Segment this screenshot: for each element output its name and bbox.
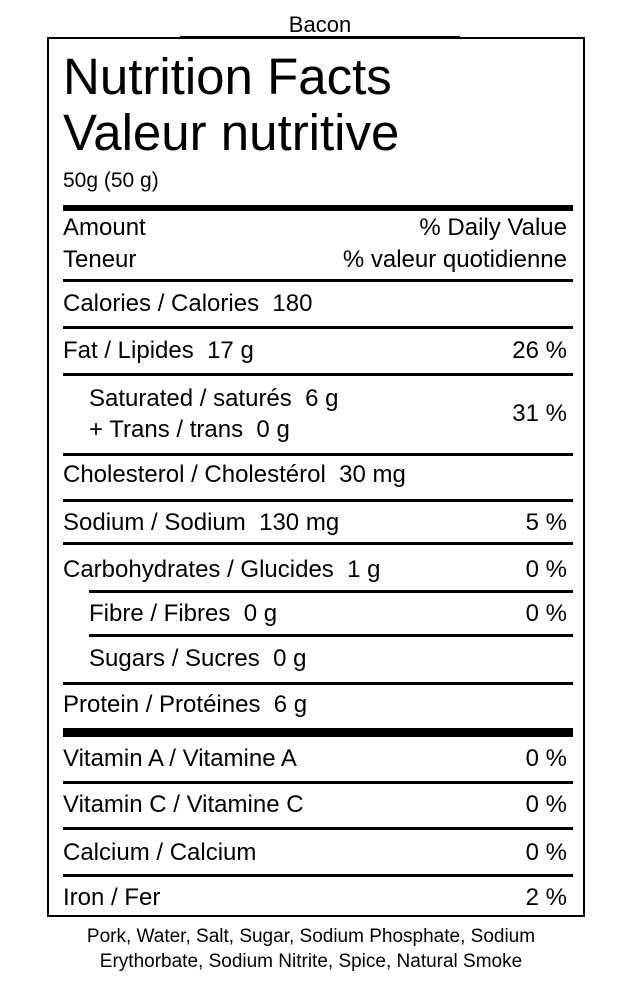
amount-header: Amount	[63, 214, 146, 241]
vitamin-c-daily-value: 0 %	[525, 791, 567, 818]
sugars-row	[89, 645, 306, 673]
fat-amount: 17 g	[207, 337, 254, 364]
fat-label: Fat / Lipides	[63, 337, 194, 364]
fibre-amount: 0 g	[243, 600, 278, 627]
sugars-amount: 0 g	[273, 645, 307, 672]
protein-row	[63, 691, 307, 719]
calcium-label: Calcium / Calcium	[63, 839, 257, 866]
valeur-quotidienne-header: % valeur quotidienne	[342, 246, 567, 273]
vitamin-a-daily-value: 0 %	[525, 745, 567, 772]
trans-amount: 0 g	[256, 416, 290, 443]
divider	[63, 781, 573, 784]
divider	[63, 453, 573, 456]
divider	[63, 499, 573, 502]
fibre-row	[89, 600, 277, 628]
title-english: Nutrition Facts	[63, 48, 392, 105]
sugars-label: Sugars / Sucres	[89, 645, 260, 672]
divider	[63, 326, 573, 329]
fat-daily-value: 26 %	[512, 337, 567, 364]
cholesterol-amount: 30 mg	[339, 461, 406, 488]
fibre-daily-value: 0 %	[525, 600, 567, 627]
ingredients-line-2: Erythorbate, Sodium Nitrite, Spice, Natural Smoke	[99, 951, 523, 972]
product-name: Bacon	[180, 10, 460, 37]
divider	[63, 874, 573, 877]
fibre-label: Fibre / Fibres	[89, 600, 231, 627]
serving-size: 50g (50 g)	[63, 169, 159, 192]
carbohydrates-amount: 1 g	[347, 556, 381, 583]
divider-indented	[89, 634, 573, 637]
ingredients-line-1: Pork, Water, Salt, Sugar, Sodium Phosphate, Sodium	[86, 926, 536, 947]
saturated-row	[89, 385, 339, 413]
sodium-daily-value: 5 %	[525, 509, 567, 536]
divider	[63, 827, 573, 830]
thick-divider-vitamins	[63, 728, 573, 737]
divider	[63, 279, 573, 282]
ingredients-list	[0, 924, 622, 974]
protein-amount: 6 g	[273, 691, 308, 718]
vitamin-c-label: Vitamin C / Vitamine C	[63, 791, 304, 818]
teneur-header: Teneur	[63, 246, 137, 273]
iron-daily-value: 2 %	[525, 884, 567, 911]
carbohydrates-label: Carbohydrates / Glucides	[63, 556, 334, 583]
trans-row	[89, 416, 290, 444]
calories-row	[63, 290, 312, 318]
calories-label: Calories / Calories	[63, 290, 260, 317]
divider	[63, 542, 573, 545]
cholesterol-label: Cholesterol / Cholestérol	[63, 461, 326, 488]
fat-row	[63, 337, 254, 365]
iron-label: Iron / Fer	[63, 884, 161, 911]
daily-value-header: % Daily Value	[419, 214, 567, 241]
sodium-label: Sodium / Sodium	[63, 509, 246, 536]
sodium-row	[63, 509, 339, 537]
thick-divider-top	[63, 205, 573, 211]
title-french: Valeur nutritive	[63, 104, 400, 161]
calcium-daily-value: 0 %	[525, 839, 567, 866]
divider	[63, 373, 573, 376]
trans-label: + Trans / trans	[89, 416, 244, 443]
divider-indented	[89, 590, 573, 593]
calories-amount: 180	[272, 290, 313, 317]
saturated-amount: 6 g	[305, 385, 339, 412]
sodium-amount: 130 mg	[259, 509, 340, 536]
divider	[63, 682, 573, 685]
cholesterol-row	[63, 461, 406, 489]
vitamin-a-label: Vitamin A / Vitamine A	[63, 745, 297, 772]
protein-label: Protein / Protéines	[63, 691, 261, 718]
saturated-label: Saturated / saturés	[89, 385, 292, 412]
carbohydrates-row	[63, 556, 381, 584]
saturated-trans-daily-value: 31 %	[512, 400, 567, 427]
nutrition-facts-panel	[47, 37, 585, 917]
carbohydrates-daily-value: 0 %	[525, 556, 567, 583]
